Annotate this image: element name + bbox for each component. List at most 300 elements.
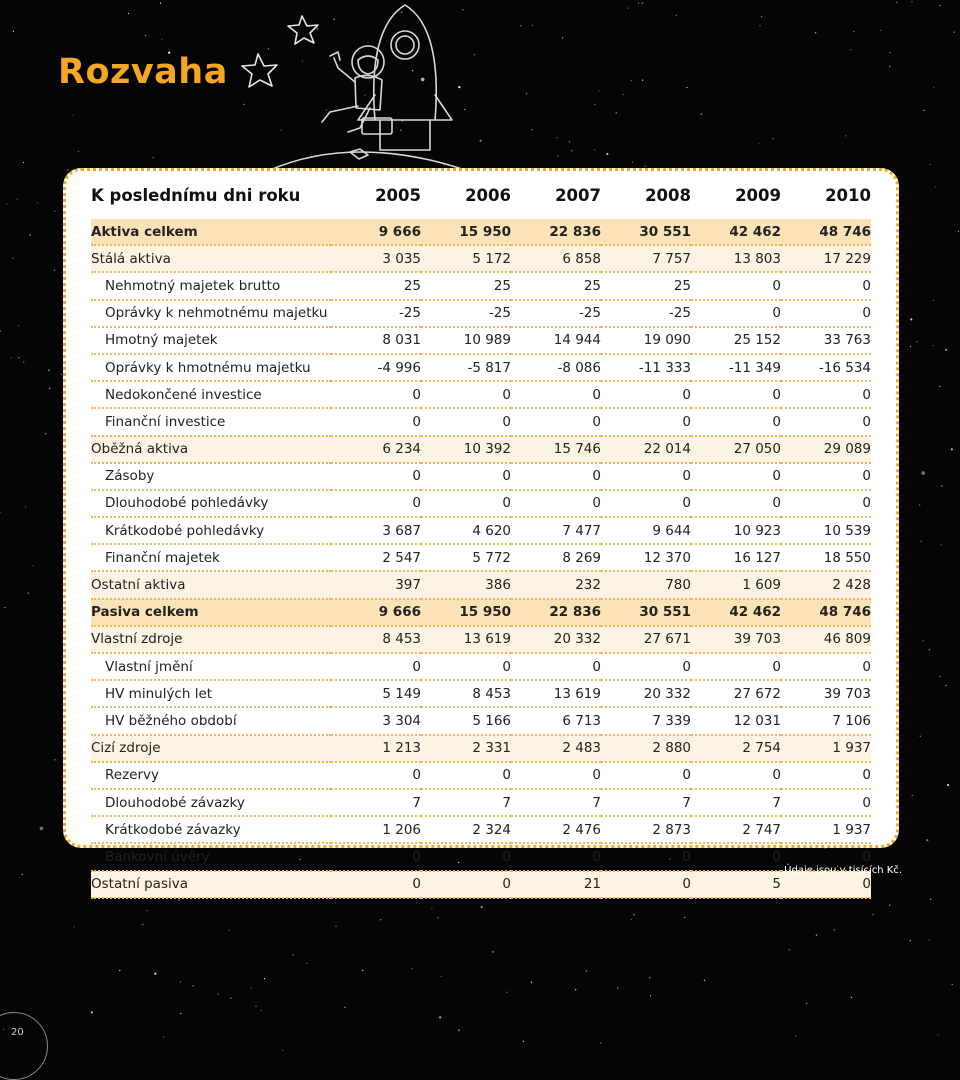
star	[929, 164, 930, 165]
row-value: 20 332	[601, 680, 691, 707]
row-value: 0	[331, 490, 421, 517]
row-value: 0	[511, 381, 601, 408]
row-value: 0	[511, 463, 601, 490]
table-row	[91, 571, 871, 598]
table-row	[91, 327, 871, 354]
star	[575, 989, 576, 990]
star	[28, 593, 29, 594]
row-value: 0	[601, 463, 691, 490]
table-row	[91, 626, 871, 653]
row-value: 6 713	[511, 707, 601, 734]
star	[230, 998, 231, 999]
row-value: 0	[601, 843, 691, 870]
row-value: -25	[331, 300, 421, 327]
row-value: 13 619	[421, 626, 511, 653]
row-value: 8 453	[331, 626, 421, 653]
row-value: 22 836	[511, 599, 601, 626]
table-row	[91, 354, 871, 381]
star	[921, 541, 922, 542]
star	[850, 49, 851, 50]
star	[179, 900, 180, 901]
star	[958, 231, 959, 232]
row-value: 2 547	[331, 544, 421, 571]
star	[890, 52, 891, 53]
star	[933, 300, 934, 301]
row-value: 0	[781, 789, 871, 816]
table-row	[91, 843, 871, 870]
row-value: 386	[421, 571, 511, 598]
row-value: 2 873	[601, 816, 691, 843]
star	[649, 977, 650, 978]
row-value: 25	[511, 272, 601, 299]
row-value: 0	[601, 871, 691, 898]
row-value: 0	[691, 408, 781, 435]
star	[686, 87, 687, 88]
star	[520, 25, 521, 26]
star	[526, 93, 527, 94]
row-value: 232	[511, 571, 601, 598]
row-value: 13 619	[511, 680, 601, 707]
star	[586, 970, 587, 971]
star	[834, 929, 835, 930]
row-value: 5 166	[421, 707, 511, 734]
row-value: 46 809	[781, 626, 871, 653]
star	[11, 357, 12, 358]
row-value: 0	[421, 463, 511, 490]
row-value: 5 149	[331, 680, 421, 707]
row-value: 1 213	[331, 735, 421, 762]
row-label: Krátkodobé závazky	[91, 816, 331, 843]
row-value: 0	[781, 272, 871, 299]
row-value: 27 671	[601, 626, 691, 653]
star	[293, 954, 294, 955]
star	[25, 506, 26, 507]
row-value: 0	[781, 408, 871, 435]
star	[919, 504, 920, 505]
row-label: Finanční majetek	[91, 544, 331, 571]
row-value: 39 703	[691, 626, 781, 653]
row-value: 0	[601, 408, 691, 435]
star	[260, 1010, 261, 1011]
star	[145, 35, 146, 36]
row-value: 0	[511, 490, 601, 517]
row-value: -11 333	[601, 354, 691, 381]
row-label: Pasiva celkem	[91, 599, 331, 626]
row-label: Vlastní jmění	[91, 653, 331, 680]
row-value: 5 172	[421, 245, 511, 272]
star	[911, 1, 912, 2]
star	[704, 980, 705, 981]
table-row	[91, 599, 871, 626]
row-value: 39 703	[781, 680, 871, 707]
row-label: Nehmotný majetek brutto	[91, 272, 331, 299]
star	[773, 138, 774, 139]
star	[853, 31, 854, 32]
star	[617, 987, 618, 988]
row-label: HV běžného období	[91, 707, 331, 734]
row-value: 0	[781, 762, 871, 789]
star	[571, 150, 572, 151]
star	[22, 874, 23, 875]
star	[929, 649, 930, 650]
header-label: K poslednímu dni roku	[91, 185, 301, 205]
star	[37, 202, 38, 203]
star	[939, 5, 940, 6]
units-footnote: Údaje jsou v tisících Kč.	[784, 865, 902, 876]
star	[632, 162, 633, 163]
star	[23, 361, 24, 362]
star	[78, 151, 79, 152]
row-label: Finanční investice	[91, 408, 331, 435]
year-header: 2007	[555, 185, 601, 205]
row-value: 0	[601, 381, 691, 408]
row-value: 27 672	[691, 680, 781, 707]
row-value: 0	[781, 381, 871, 408]
star	[598, 90, 599, 91]
row-value: 10 539	[781, 517, 871, 544]
star	[920, 736, 921, 737]
row-value: 7 106	[781, 707, 871, 734]
row-value: 0	[511, 408, 601, 435]
row-value: 15 950	[421, 599, 511, 626]
row-value: 6 858	[511, 245, 601, 272]
row-value: 7	[601, 789, 691, 816]
star	[912, 795, 913, 796]
row-value: 25	[601, 272, 691, 299]
row-value: 0	[421, 843, 511, 870]
star	[889, 66, 890, 67]
star	[872, 914, 873, 915]
star	[880, 30, 881, 31]
row-value: 15 950	[421, 219, 511, 245]
star	[761, 16, 762, 17]
star	[74, 926, 75, 927]
star	[816, 935, 817, 936]
row-value: 7 757	[601, 245, 691, 272]
star	[128, 13, 129, 14]
row-label: Ostatní aktiva	[91, 571, 331, 598]
star	[380, 919, 381, 920]
star	[954, 31, 955, 32]
star	[952, 984, 953, 985]
row-value: 27 050	[691, 436, 781, 463]
row-value: 0	[421, 490, 511, 517]
row-value: 2 747	[691, 816, 781, 843]
star	[492, 951, 494, 953]
table-row	[91, 436, 871, 463]
star	[180, 981, 181, 982]
star	[923, 640, 924, 641]
star	[910, 318, 912, 320]
row-value: 0	[421, 408, 511, 435]
row-label: Oběžná aktiva	[91, 436, 331, 463]
table-row	[91, 735, 871, 762]
row-value: 397	[331, 571, 421, 598]
row-label: Krátkodobé pohledávky	[91, 517, 331, 544]
star	[218, 993, 219, 994]
star	[815, 32, 816, 33]
star	[412, 968, 413, 969]
star	[431, 908, 432, 909]
row-value: 0	[781, 463, 871, 490]
row-label: Hmotný majetek	[91, 327, 331, 354]
star	[933, 87, 934, 88]
year-header: 2009	[735, 185, 781, 205]
star	[676, 15, 677, 16]
row-value: 8 269	[511, 544, 601, 571]
star	[532, 25, 533, 26]
star	[48, 370, 49, 371]
star	[458, 1029, 460, 1031]
star	[606, 153, 608, 155]
table-row	[91, 680, 871, 707]
row-value: 0	[601, 653, 691, 680]
year-header: 2008	[645, 185, 691, 205]
row-value: 7	[691, 789, 781, 816]
star	[163, 1036, 164, 1037]
row-label: Oprávky k hmotnému majetku	[91, 354, 331, 381]
star	[642, 3, 643, 4]
row-value: 0	[691, 490, 781, 517]
star	[193, 985, 194, 986]
row-value: 5 772	[421, 544, 511, 571]
star	[926, 839, 928, 841]
star	[282, 1050, 283, 1051]
table-row	[91, 300, 871, 327]
row-value: 780	[601, 571, 691, 598]
star	[32, 565, 33, 566]
row-value: 7	[331, 789, 421, 816]
row-value: 0	[511, 762, 601, 789]
row-value: 0	[601, 762, 691, 789]
star	[941, 544, 942, 545]
row-label: HV minulých let	[91, 680, 331, 707]
star	[251, 988, 252, 989]
star	[142, 924, 143, 925]
star	[6, 203, 7, 204]
table-row	[91, 490, 871, 517]
row-value: 1 937	[781, 735, 871, 762]
table-row	[91, 245, 871, 272]
row-value: 0	[781, 300, 871, 327]
row-value: 8 031	[331, 327, 421, 354]
star	[54, 759, 55, 760]
star	[160, 3, 161, 4]
star	[628, 8, 629, 9]
star	[344, 1007, 345, 1008]
row-label: Cizí zdroje	[91, 735, 331, 762]
star	[562, 37, 563, 38]
star	[759, 25, 760, 26]
row-value: 0	[421, 381, 511, 408]
row-value: 0	[331, 381, 421, 408]
row-value: 2 476	[511, 816, 601, 843]
row-value: 9 666	[331, 599, 421, 626]
row-value: 0	[331, 653, 421, 680]
star	[17, 198, 18, 199]
row-value: 2 754	[691, 735, 781, 762]
row-value: 10 989	[421, 327, 511, 354]
row-value: 2 483	[511, 735, 601, 762]
row-value: 2 331	[421, 735, 511, 762]
star	[54, 270, 55, 271]
table-row	[91, 517, 871, 544]
star	[0, 512, 1, 513]
row-value: 0	[601, 490, 691, 517]
row-label: Dlouhodobé pohledávky	[91, 490, 331, 517]
star	[523, 1041, 524, 1042]
star	[594, 104, 595, 105]
star	[845, 135, 846, 136]
star	[569, 141, 570, 142]
row-value: 12 031	[691, 707, 781, 734]
star	[45, 433, 46, 434]
star	[506, 992, 507, 993]
row-value: 7 477	[511, 517, 601, 544]
row-value: 30 551	[601, 219, 691, 245]
row-value: 14 944	[511, 327, 601, 354]
row-value: 0	[781, 871, 871, 898]
star	[947, 784, 949, 786]
row-label: Aktiva celkem	[91, 219, 331, 245]
row-value: 0	[331, 463, 421, 490]
row-label: Stálá aktiva	[91, 245, 331, 272]
row-label: Nedokončené investice	[91, 381, 331, 408]
row-value: 42 462	[691, 219, 781, 245]
row-value: 0	[511, 653, 601, 680]
row-value: 10 923	[691, 517, 781, 544]
row-value: 0	[331, 762, 421, 789]
row-value: 0	[421, 762, 511, 789]
star	[945, 685, 946, 686]
star	[806, 1003, 807, 1004]
row-value: 12 370	[601, 544, 691, 571]
row-value: 0	[421, 871, 511, 898]
row-value: 20 332	[511, 626, 601, 653]
table-row	[91, 707, 871, 734]
row-value: 33 763	[781, 327, 871, 354]
row-value: 25	[331, 272, 421, 299]
star	[623, 94, 624, 95]
row-value: 25 152	[691, 327, 781, 354]
star	[929, 939, 930, 940]
star	[61, 374, 62, 375]
star	[255, 1006, 256, 1007]
star	[13, 31, 14, 32]
table-row	[91, 463, 871, 490]
star	[153, 157, 154, 158]
row-value: 0	[691, 300, 781, 327]
star	[4, 607, 5, 608]
star	[701, 114, 702, 115]
year-header: 2010	[825, 185, 871, 205]
star	[54, 211, 55, 212]
row-value: 7	[511, 789, 601, 816]
row-value: 0	[691, 381, 781, 408]
star	[896, 2, 897, 3]
row-value: 21	[511, 871, 601, 898]
star	[933, 345, 934, 346]
row-value: 0	[781, 843, 871, 870]
row-label: Bankovní úvěry	[91, 843, 331, 870]
row-value: 15 746	[511, 436, 601, 463]
star	[758, 143, 759, 144]
star	[180, 1013, 181, 1014]
star	[937, 1034, 938, 1035]
star	[49, 388, 50, 389]
star	[264, 978, 265, 979]
star	[642, 80, 643, 81]
row-value: 7	[421, 789, 511, 816]
row-value: 13 803	[691, 245, 781, 272]
star	[229, 930, 230, 931]
row-value: 0	[331, 871, 421, 898]
star	[23, 162, 24, 163]
star	[616, 112, 617, 113]
row-value: 8 453	[421, 680, 511, 707]
row-value: 30 551	[601, 599, 691, 626]
table-row	[91, 219, 871, 245]
row-value: 5	[691, 871, 781, 898]
star	[29, 234, 31, 236]
star	[851, 997, 852, 998]
row-value: 25	[421, 272, 511, 299]
star	[633, 914, 634, 915]
star	[941, 485, 942, 486]
row-value: 19 090	[601, 327, 691, 354]
table-row	[91, 272, 871, 299]
row-label: Rezervy	[91, 762, 331, 789]
star	[889, 905, 890, 906]
table-header-row	[91, 171, 871, 219]
row-value: 3 035	[331, 245, 421, 272]
star	[18, 325, 19, 326]
row-value: -25	[601, 300, 691, 327]
star	[638, 3, 639, 4]
star	[556, 137, 557, 138]
star	[306, 963, 307, 964]
row-value: 4 620	[421, 517, 511, 544]
row-value: 22 836	[511, 219, 601, 245]
row-value: 0	[691, 463, 781, 490]
row-value: 1 206	[331, 816, 421, 843]
star	[557, 155, 558, 156]
row-value: 18 550	[781, 544, 871, 571]
page-title: Rozvaha	[58, 52, 228, 92]
star	[645, 166, 646, 167]
table-row	[91, 408, 871, 435]
star	[67, 169, 68, 170]
table-row	[91, 653, 871, 680]
row-value: 9 644	[601, 517, 691, 544]
star	[650, 995, 651, 996]
star	[910, 940, 911, 941]
row-value: 0	[421, 653, 511, 680]
star	[91, 1011, 93, 1013]
star	[531, 129, 532, 130]
star	[923, 110, 924, 111]
row-label: Ostatní pasiva	[91, 871, 331, 898]
row-value: 48 746	[781, 219, 871, 245]
table-row	[91, 789, 871, 816]
row-value: -16 534	[781, 354, 871, 381]
star	[631, 919, 632, 920]
row-value: 1 609	[691, 571, 781, 598]
star	[935, 186, 936, 187]
row-value: 0	[331, 408, 421, 435]
row-value: 0	[331, 843, 421, 870]
page-number: 20	[11, 1027, 24, 1038]
